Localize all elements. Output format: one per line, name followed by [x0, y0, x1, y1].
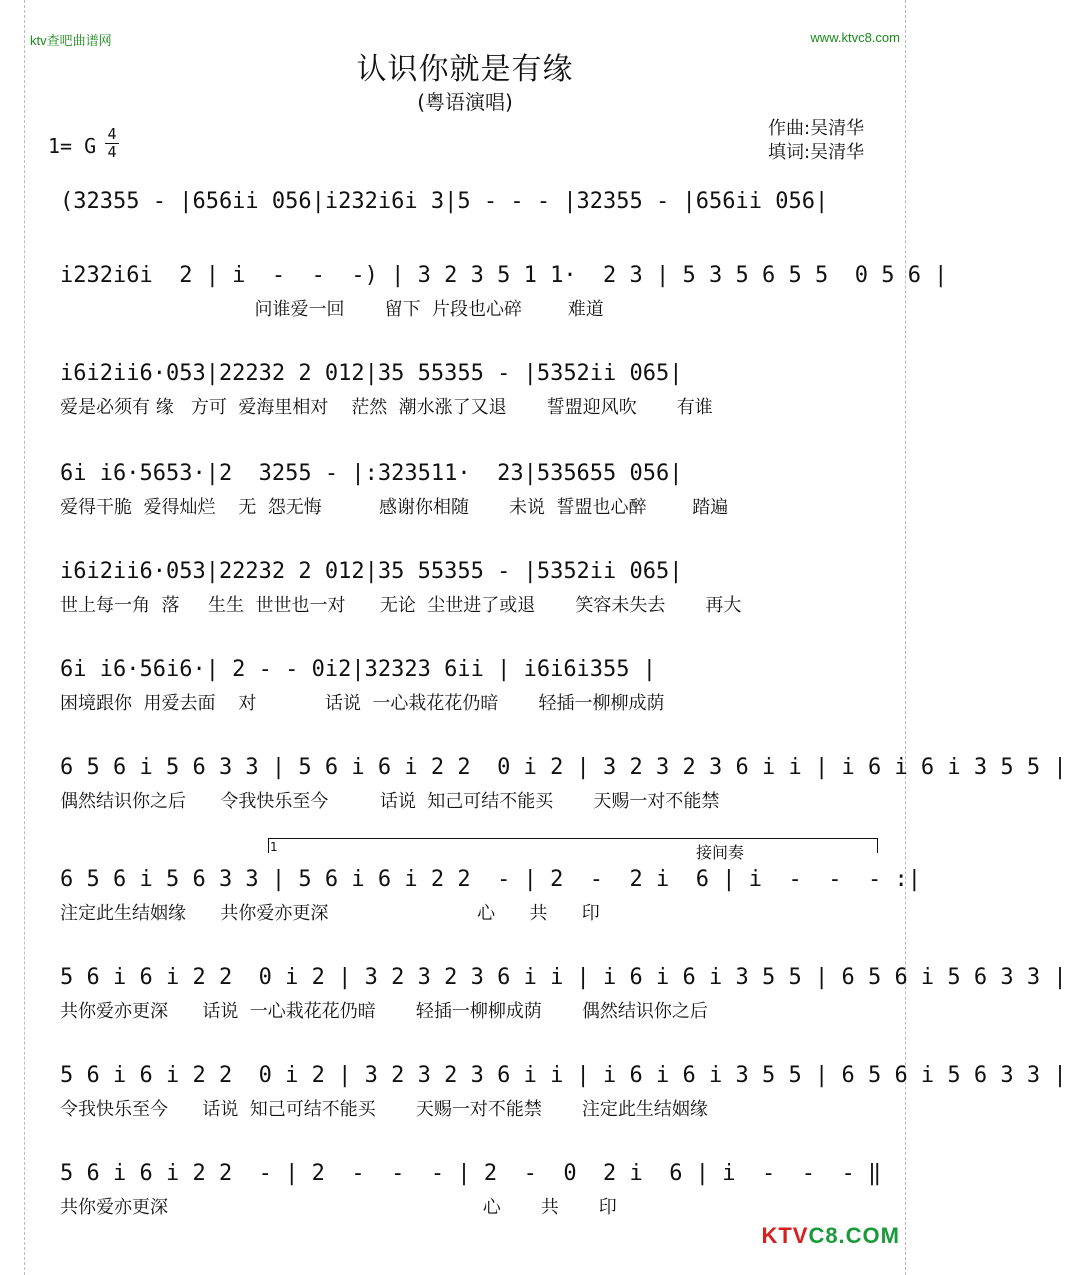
- lyric-line: 共你爱亦更深 心 共 印: [60, 1197, 617, 1218]
- time-signature-bottom: 4: [107, 143, 117, 161]
- time-signature-top: 4: [107, 125, 117, 143]
- notation-line: 6 5 6 i 5 6 3 3 | 5 6 i 6 i 2 2 0 i 2 | 3 2 3 2 3 6 i i | i 6 i 6 i 3 5 5 |: [60, 755, 1067, 780]
- notation-line: (32355 - |656ii 056|i232i6i 3|5 - - - |32355 - |656ii 056|: [60, 189, 829, 214]
- left-watermark-strip: [0, 0, 25, 1275]
- first-ending-label: 1: [270, 840, 278, 854]
- lyric-line: 令我快乐至今 话说 知己可结不能买 天赐一对不能禁 注定此生结姻缘: [60, 1099, 708, 1120]
- lyric-line: 注定此生结姻缘 共你爱亦更深 心 共 印: [60, 903, 600, 924]
- credits: [768, 117, 864, 165]
- notation-line: 5 6 i 6 i 2 2 0 i 2 | 3 2 3 2 3 6 i i | i 6 i 6 i 3 5 5 | 6 5 6 i 5 6 3 3 |: [60, 1063, 1067, 1088]
- site-name-left[interactable]: ktv查吧曲谱网: [30, 33, 112, 48]
- notation-line: 6i i6·5653·|2 3255 - |:323511· 23|535655 056|: [60, 461, 683, 486]
- lyric-line: 爱是必须有 缘 方可 爱海里相对 茫然 潮水涨了又退 誓盟迎风吹 有谁: [60, 397, 713, 418]
- notation-line: i6i2ii6·053|22232 2 012|35 55355 - |5352ii 065|: [60, 361, 683, 386]
- song-subtitle: (粤语演唱): [417, 90, 513, 114]
- song-title: 认识你就是有缘: [356, 52, 574, 87]
- lyric-line: 共你爱亦更深 话说 一心栽花花仍暗 轻插一柳柳成荫 偶然结识你之后: [60, 1001, 708, 1022]
- lyric-line: 困境跟你 用爱去面 对 话说 一心栽花花仍暗 轻插一柳柳成荫: [60, 693, 665, 714]
- composer-credit: 作曲:吴清华: [768, 118, 865, 139]
- key-signature: 1= G: [48, 134, 97, 158]
- site-url-right[interactable]: www.ktvc8.com: [810, 30, 900, 45]
- time-signature: [104, 126, 120, 161]
- interlude-label: 接间奏: [696, 843, 745, 862]
- lyric-line: 爱得干脆 爱得灿烂 无 怨无悔 感谢你相随 未说 誓盟也心醉 踏遍: [60, 497, 729, 518]
- site-logo: KTVC8.COM: [761, 1223, 900, 1248]
- notation-line: 6i i6·56i6·| 2 - - 0i2|32323 6ii | i6i6i355 |: [60, 657, 657, 682]
- notation-line: 5 6 i 6 i 2 2 0 i 2 | 3 2 3 2 3 6 i i | i 6 i 6 i 3 5 5 | 6 5 6 i 5 6 3 3 |: [60, 965, 1067, 990]
- notation-line: i6i2ii6·053|22232 2 012|35 55355 - |5352ii 065|: [60, 559, 683, 584]
- lyric-line: 问谁爱一回 留下 片段也心碎 难道: [60, 299, 604, 320]
- lyric-line: 世上每一角 落 生生 世世也一对 无论 尘世进了或退 笑容未失去 再大: [60, 595, 742, 616]
- notation-line: 6 5 6 i 5 6 3 3 | 5 6 i 6 i 2 2 - | 2 - 2 i 6 | i - - - :|: [60, 867, 921, 892]
- notation-line: i232i6i 2 | i - - -) | 3 2 3 5 1 1· 2 3 | 5 3 5 6 5 5 0 5 6 |: [60, 263, 948, 288]
- notation-line: 5 6 i 6 i 2 2 - | 2 - - - | 2 - 0 2 i 6 | i - - - ‖: [60, 1161, 882, 1186]
- lyric-line: 偶然结识你之后 令我快乐至今 话说 知己可结不能买 天赐一对不能禁: [60, 791, 720, 812]
- lyricist-credit: 填词:吴清华: [768, 142, 865, 163]
- first-ending-bracket: [268, 838, 878, 853]
